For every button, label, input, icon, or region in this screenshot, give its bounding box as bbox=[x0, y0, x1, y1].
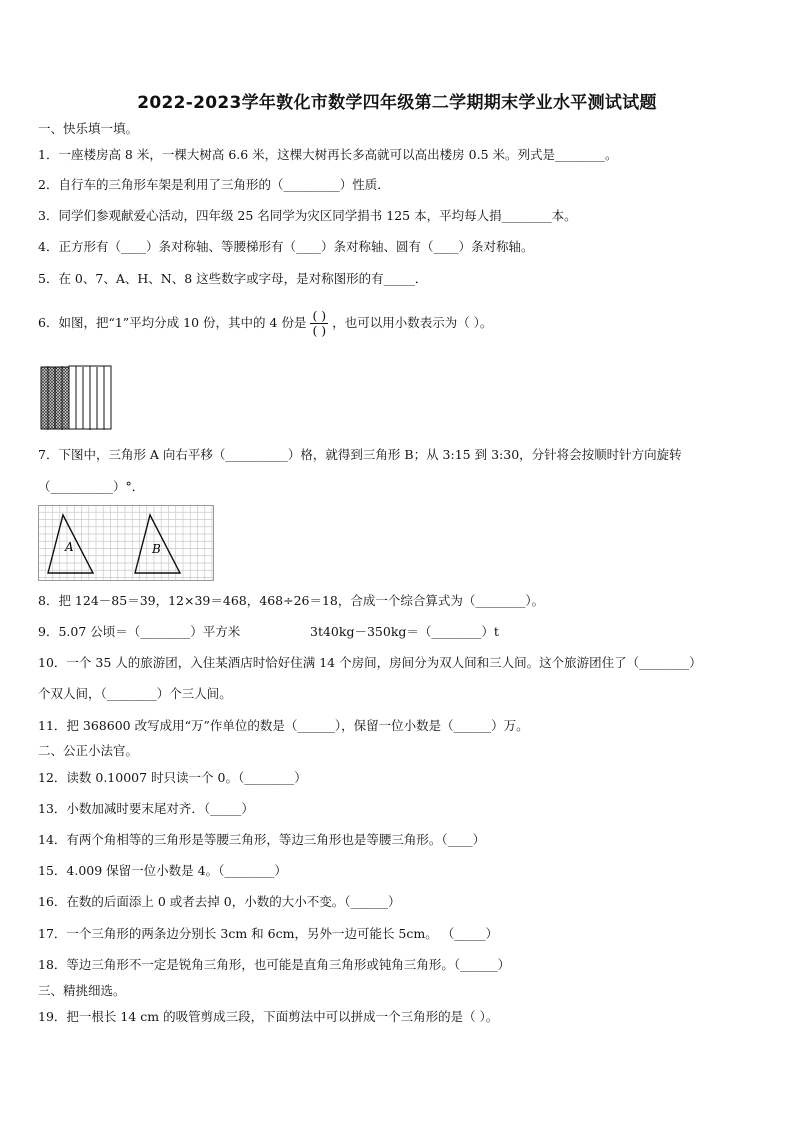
ten-strips-figure bbox=[40, 364, 112, 432]
question-13: 13．小数加减时要末尾对齐．（_____） bbox=[38, 801, 254, 816]
question-7-line-2: （__________）°． bbox=[38, 479, 145, 494]
question-6-text-end: ，也可以用小数表示为（ ）。 bbox=[332, 315, 493, 330]
question-4: 4．正方形有（____）条对称轴、等腰梯形有（____）条对称轴、圆有（____）条对称轴。 bbox=[38, 239, 534, 254]
triangle-a-label: A bbox=[65, 540, 74, 554]
section-heading-2: 二、公正小法官。 bbox=[38, 743, 139, 758]
question-1: 1．一座楼房高 8 米，一棵大树高 6.6 米，这棵大树再长多高就可以高出楼房 0.5 米。列式是________。 bbox=[38, 147, 618, 162]
section-heading-1: 一、快乐填一填。 bbox=[38, 121, 139, 136]
question-19: 19．把一根长 14 cm 的吸管剪成三段，下面剪法中可以拼成一个三角形的是（ ）。 bbox=[38, 1009, 499, 1024]
question-18: 18．等边三角形不一定是锐角三角形，也可能是直角三角形或钝角三角形。（______） bbox=[38, 957, 511, 972]
question-17: 17．一个三角形的两条边分别长 3cm 和 6cm，另外一边可能长 5cm。 （_____） bbox=[38, 926, 498, 941]
question-5: 5．在 0、7、A、H、N、8 这些数字或字母，是对称图形的有_____． bbox=[38, 271, 428, 286]
page-title: 2022-2023学年敦化市数学四年级第二学期期末学业水平测试试题 bbox=[137, 93, 657, 113]
strips-unshaded bbox=[69, 366, 111, 430]
question-7-line-1: 7．下图中，三角形 A 向右平移（__________）格，就得到三角形 B；从 3:15 到 3:30，分针将会按顺时针方向旋转 bbox=[38, 447, 682, 462]
question-6-text: 6．如图，把“1”平均分成 10 份，其中的 4 份是 bbox=[38, 315, 307, 330]
question-15: 15．4.009 保留一位小数是 4。（________） bbox=[38, 863, 287, 878]
fraction-numerator: ( ) bbox=[312, 308, 327, 323]
question-11: 11．把 368600 改写成用“万”作单位的数是（______），保留一位小数是（______）万。 bbox=[38, 718, 529, 733]
question-9-part-1: 9．5.07 公顷＝（________）平方米 bbox=[38, 624, 241, 639]
fraction-denominator: ( ) bbox=[312, 323, 327, 338]
question-9-part-2: 3t40kg－350kg＝（________）t bbox=[310, 624, 499, 639]
triangle-b-label: B bbox=[152, 542, 161, 556]
question-10-line-1: 10．一个 35 人的旅游团，入住某酒店时恰好住满 14 个房间，房间分为双人间和三人间。这个旅游团住了（________） bbox=[38, 655, 702, 670]
question-6 bbox=[38, 305, 492, 341]
question-2: 2．自行车的三角形车架是利用了三角形的（_________）性质． bbox=[38, 177, 390, 192]
question-8: 8．把 124－85＝39，12×39＝468，468÷26＝18，合成一个综合算式为（________）。 bbox=[38, 593, 545, 608]
section-heading-3: 三、精挑细选。 bbox=[38, 983, 126, 998]
question-14: 14．有两个角相等的三角形是等腰三角形，等边三角形也是等腰三角形。（____） bbox=[38, 832, 486, 847]
question-10-line-2: 个双人间，（________）个三人间。 bbox=[38, 686, 232, 701]
question-16: 16．在数的后面添上 0 或者去掉 0，小数的大小不变。（______） bbox=[38, 894, 401, 909]
question-3: 3．同学们参观献爱心活动，四年级 25 名同学为灾区同学捐书 125 本，平均每人捐________本。 bbox=[38, 208, 577, 223]
fraction-blank bbox=[310, 309, 328, 338]
question-12: 12．读数 0.10007 时只读一个 0。（________） bbox=[38, 770, 307, 785]
translation-grid-figure bbox=[38, 505, 214, 581]
strips-shaded bbox=[41, 366, 69, 430]
